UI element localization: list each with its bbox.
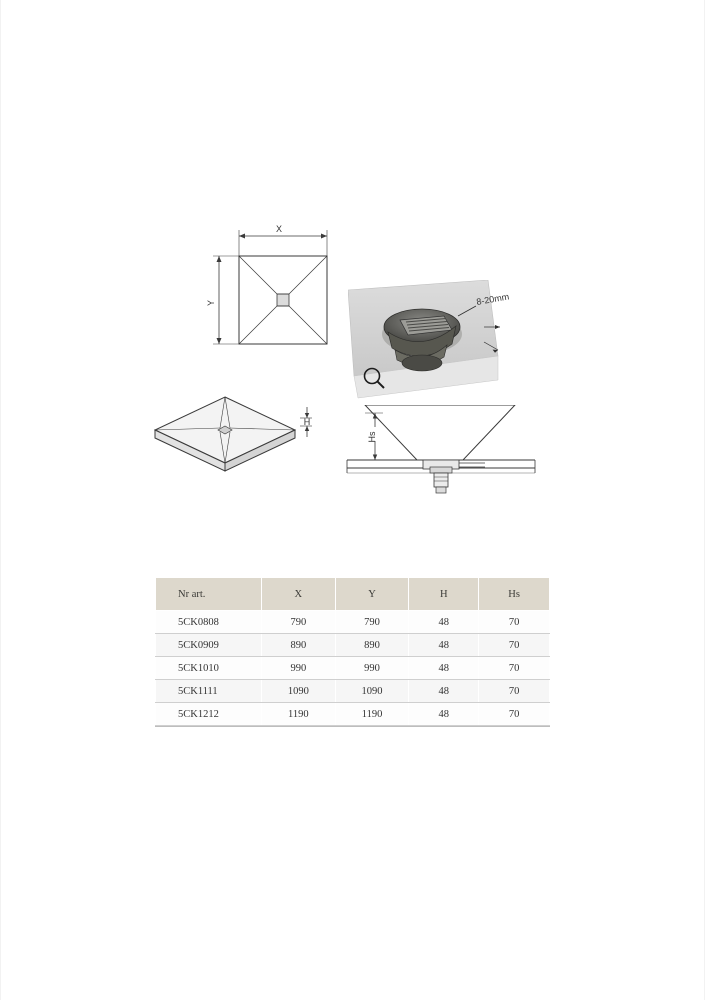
cell-y: 790 (335, 611, 409, 634)
cell-x: 890 (261, 634, 335, 657)
table-row (156, 703, 550, 726)
cell-hs: 70 (479, 634, 550, 657)
cell-hs: 70 (479, 657, 550, 680)
cell-y: 1190 (335, 703, 409, 726)
cell-x: 790 (261, 611, 335, 634)
cell-x: 1090 (261, 680, 335, 703)
cell-nr-art: 5CK0909 (156, 634, 262, 657)
col-header-y: Y (335, 578, 409, 611)
table-bottom-rule (155, 726, 550, 727)
cell-nr-art: 5CK0808 (156, 611, 262, 634)
cell-y: 990 (335, 657, 409, 680)
table-row (156, 657, 550, 680)
table-row (156, 634, 550, 657)
col-header-hs: Hs (479, 578, 550, 611)
specification-table-wrapper (155, 577, 550, 727)
cell-h: 48 (409, 680, 479, 703)
technical-drawing-area (0, 190, 705, 520)
cell-y: 1090 (335, 680, 409, 703)
cell-h: 48 (409, 611, 479, 634)
cell-y: 890 (335, 634, 409, 657)
table-header-row (156, 578, 550, 611)
plan-view-diagram (205, 220, 355, 370)
section-view-diagram (335, 405, 545, 510)
cell-h: 48 (409, 634, 479, 657)
cell-hs: 70 (479, 703, 550, 726)
col-header-nr-art: Nr art. (156, 578, 262, 611)
table-row (156, 680, 550, 703)
section-dim-hs-label: Hs (367, 431, 377, 443)
callout-thickness-label: 8-20mm (475, 291, 510, 307)
cell-x: 1190 (261, 703, 335, 726)
cell-nr-art: 5CK1212 (156, 703, 262, 726)
specification-table (155, 577, 550, 726)
isometric-view-diagram (150, 385, 350, 495)
cell-hs: 70 (479, 680, 550, 703)
iso-dim-h-label: H (303, 417, 311, 427)
cell-nr-art: 5CK1111 (156, 680, 262, 703)
plan-dim-x-label: X (275, 224, 283, 234)
table-row (156, 611, 550, 634)
col-header-h: H (409, 578, 479, 611)
plan-dim-y-label: Y (206, 299, 216, 307)
drain-detail-photo (348, 280, 513, 415)
cell-h: 48 (409, 657, 479, 680)
cell-hs: 70 (479, 611, 550, 634)
cell-nr-art: 5CK1010 (156, 657, 262, 680)
col-header-x: X (261, 578, 335, 611)
cell-x: 990 (261, 657, 335, 680)
cell-h: 48 (409, 703, 479, 726)
